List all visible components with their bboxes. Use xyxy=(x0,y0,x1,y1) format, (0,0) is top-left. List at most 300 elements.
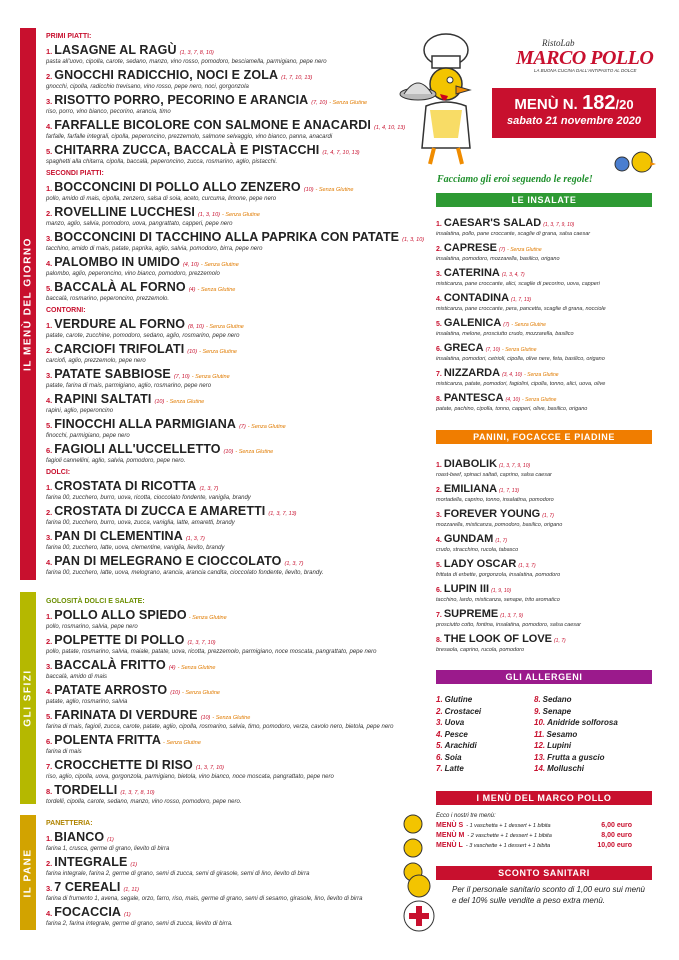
item-number: 5. xyxy=(46,147,53,156)
allergen-name: Anidride solforosa xyxy=(547,718,618,727)
menu-item xyxy=(436,213,652,238)
item-allergens: (7) xyxy=(503,322,510,328)
item-description: spaghetti alla chitarra, cipolla, baccalà, peperoncino, zucca, rosmarino, aglio, pistacchi. xyxy=(46,159,278,165)
item-title: RISOTTO PORRO, PECORINO E ARANCIA xyxy=(54,93,309,107)
allergen-item xyxy=(534,706,618,718)
item-description: misticanza, pane croccante, alici, scaglie di pecorino, uova, capperi xyxy=(436,281,600,287)
item-number: 5. xyxy=(436,321,442,328)
menu-item xyxy=(46,315,396,340)
item-title: CAESAR'S SALAD xyxy=(443,217,542,229)
item-title: PATATE SABBIOSE xyxy=(54,367,171,381)
item-number: 3. xyxy=(46,662,53,671)
item-allergens: (1, 4, 7, 10, 13) xyxy=(322,150,360,156)
item-number: 1. xyxy=(46,47,53,56)
menu-desc: - 3 vaschette + 1 dessert + 1 bibita xyxy=(465,843,551,849)
item-allergens: (7, 10) xyxy=(485,347,501,353)
band-menu-giorno xyxy=(20,28,36,580)
item-description: tacchino, amido di mais, patate, paprika, aglio, salvia, pomodoro, birra, pepe nero xyxy=(46,246,263,252)
allergeni-section xyxy=(436,670,652,775)
item-gluten-free: - Senza Glutine xyxy=(197,287,236,293)
item-description: bresaola, caprino, rucola, pomodoro xyxy=(436,647,525,653)
item-allergens: (1, 3, 7, 13) xyxy=(268,511,297,517)
item-description: patate, aglio, rosmarino, salvia xyxy=(46,699,128,705)
allergen-name: Uova xyxy=(444,718,465,727)
item-description: farina 2, farina integrale, germe di grano, semi di zucca, lievito di birra. xyxy=(46,921,233,927)
item-title: CATERINA xyxy=(443,267,500,279)
item-description: palombo, aglio, peperoncino, vino bianco, pomodoro, prezzemolo xyxy=(46,271,220,277)
allergen-item xyxy=(534,694,618,706)
item-number: 3. xyxy=(46,884,53,893)
menu-item xyxy=(436,288,652,313)
menu-row xyxy=(436,841,652,851)
item-allergens: (1, 3, 7) xyxy=(518,563,536,569)
item-description: farina 00, zucchero, latte, uova, melograno, arancia, arancia candita, cioccolato fondente, lievito, brandy. xyxy=(46,570,324,576)
item-number: 3. xyxy=(436,512,442,519)
item-description: farina di mais xyxy=(46,749,82,755)
item-gluten-free: - Senza Glutine xyxy=(200,262,239,268)
item-title: BACCALÀ FRITTO xyxy=(54,658,166,672)
item-number: 4. xyxy=(46,259,53,268)
menu-item xyxy=(436,604,652,629)
item-allergens: (3, 4, 10) xyxy=(502,372,523,378)
section-title: SECONDI PIATTI: xyxy=(46,170,104,177)
item-description: tordelli, cipolla, carote, sedano, manzo, vino rosso, pomodoro, pepe nero. xyxy=(46,799,242,805)
allergen-number: 14. xyxy=(534,764,546,773)
item-allergens: (7, 10) xyxy=(173,374,190,380)
item-title: GNOCCHI RADICCHIO, NOCI E ZOLA xyxy=(54,68,279,82)
item-allergens: (1) xyxy=(124,912,131,918)
item-allergens: (10) xyxy=(223,449,234,455)
item-number: 4. xyxy=(46,122,53,131)
section-title: PRIMI PIATTI: xyxy=(46,33,92,40)
menu-item xyxy=(46,527,396,552)
item-allergens: (1, 7) xyxy=(495,538,508,544)
menu-number: 182 xyxy=(582,92,616,114)
item-description: rapini, aglio, peperoncino xyxy=(46,408,114,414)
menu-item xyxy=(46,706,396,731)
allergen-name: Glutine xyxy=(444,695,473,704)
item-title: CROSTATA DI RICOTTA xyxy=(54,479,197,493)
item-allergens: (4) xyxy=(168,665,176,671)
menu-item xyxy=(436,504,652,529)
item-allergens: (7) xyxy=(239,424,246,430)
item-title: GALENICA xyxy=(443,317,502,329)
allergen-item xyxy=(436,740,534,752)
item-number: 5. xyxy=(436,562,442,569)
menu-item xyxy=(46,253,396,278)
menu-box-body xyxy=(436,813,652,851)
item-number: 6. xyxy=(46,446,53,455)
item-allergens: (1, 7) xyxy=(542,513,554,519)
item-title: GUNDAM xyxy=(443,533,494,545)
item-title: CROCCHETTE DI RISO xyxy=(54,758,193,772)
item-gluten-free: - Senza Glutine xyxy=(188,615,227,621)
item-description: fagioli cannellini, aglio, salvia, pomodoro, pepe nero. xyxy=(46,458,186,464)
item-gluten-free: - Senza Glutine xyxy=(182,690,220,696)
item-description: prosciutto cotto, fontina, insalatina, pomodoro, salsa caesar xyxy=(436,622,581,628)
item-title: PANTESCA xyxy=(443,392,504,404)
item-title: RAPINI SALTATI xyxy=(54,392,152,406)
allergen-name: Pesce xyxy=(444,729,468,739)
item-allergens: (1, 7, 13) xyxy=(511,297,532,303)
section-title: DOLCI: xyxy=(46,469,71,476)
item-title: POLENTA FRITTA xyxy=(54,733,161,747)
item-allergens: (1, 3, 7, 10) xyxy=(187,640,216,646)
item-gluten-free: - Senza Glutine xyxy=(522,397,557,403)
brand-small: RistoLab xyxy=(542,38,575,48)
item-allergens: (1, 3, 7, 8, 10) xyxy=(179,50,214,56)
allergeni-list-left xyxy=(436,694,534,775)
menu-item xyxy=(46,656,396,681)
item-title: CONTADINA xyxy=(443,292,510,304)
item-allergens: (1, 3, 7) xyxy=(199,486,219,492)
menu-item xyxy=(46,477,396,502)
item-gluten-free: - Senza Glutine xyxy=(205,324,244,330)
menu-item xyxy=(436,579,652,604)
item-allergens: (7, 10) xyxy=(311,100,328,106)
item-number: 4. xyxy=(46,558,53,567)
item-gluten-free: - Senza Glutine xyxy=(507,247,542,253)
menu-row xyxy=(436,831,652,841)
item-allergens: (10) xyxy=(187,349,198,355)
item-title: FAGIOLI ALL'UCCELLETTO xyxy=(54,442,221,456)
item-number: 4. xyxy=(46,909,53,918)
brand-tagline: LA BUONA CUCINA DALL'ANTIPASTO AL DOLCE xyxy=(534,68,637,73)
item-number: 1. xyxy=(436,221,442,228)
item-allergens: (1, 3, 7, 9, 10) xyxy=(499,463,531,469)
allergen-name: Frutta a guscio xyxy=(547,752,605,762)
menu-item xyxy=(46,66,396,91)
menu-size: MENÙ L xyxy=(436,842,463,849)
menu-item xyxy=(46,903,396,928)
allergen-number: 5. xyxy=(436,741,443,750)
menu-size: MENÙ M xyxy=(436,832,465,839)
menu-item xyxy=(46,878,396,903)
item-number: 7. xyxy=(436,612,442,619)
item-allergens: (4) xyxy=(188,287,196,293)
section-title: PANETTERIA: xyxy=(46,820,93,827)
item-number: 2. xyxy=(46,72,53,81)
menu-item xyxy=(436,629,652,654)
item-number: 4. xyxy=(46,396,53,405)
item-number: 1. xyxy=(46,184,53,193)
allergen-item xyxy=(534,717,618,729)
item-number: 5. xyxy=(46,712,53,721)
item-number: 8. xyxy=(436,637,442,644)
menu-item xyxy=(46,91,396,116)
item-description: farina 1, crusca, germe di grano, lievito di birra xyxy=(46,846,170,852)
item-description: gnocchi, cipolla, radicchio trevisano, vino rosso, pepe nero, noci, gorgonzola xyxy=(46,84,249,90)
allergen-item xyxy=(534,729,618,741)
allergen-item xyxy=(436,763,534,775)
menu-desc: - 1 vaschetta + 1 dessert + 1 bibita xyxy=(466,823,551,829)
item-description: insalatina, melone, prosciutto crudo, mozzarella, basilico xyxy=(436,331,574,337)
menu-item xyxy=(46,415,396,440)
item-description: patate, pachino, cipolla, tonno, capperi, olive, basilico, origano xyxy=(436,406,588,412)
item-title: CROSTATA DI ZUCCA E AMARETTI xyxy=(54,504,266,518)
menu-price: 10,00 euro xyxy=(597,842,632,849)
band-pane xyxy=(20,815,36,930)
item-allergens: (10) xyxy=(303,187,314,193)
menu-desc: - 2 vaschette + 1 dessert + 1 bibita xyxy=(467,833,552,839)
item-description: farina integrale, farina 2, germe di grano, semi di zucca, semi di girasole, semi di lino, lievito di birra xyxy=(46,871,310,877)
menu-item xyxy=(436,363,652,388)
item-number: 1. xyxy=(46,483,53,492)
allergen-item xyxy=(534,763,618,775)
item-description: pollo, rosmarino, salvia, pepe nero xyxy=(46,624,138,630)
item-allergens: (10) xyxy=(154,399,165,405)
item-number: 5. xyxy=(46,421,53,430)
item-number: 1. xyxy=(46,834,53,843)
menu-item xyxy=(46,365,396,390)
insalate-section xyxy=(436,193,652,413)
allergen-number: 3. xyxy=(436,718,443,727)
item-description: farina 00, zucchero, burro, uova, ricotta, cioccolato fondente, vaniglia, brandy xyxy=(46,495,251,501)
item-number: 3. xyxy=(46,97,53,106)
allergen-number: 13. xyxy=(534,752,546,762)
item-description: farina 00, zucchero, latte, uova, clementine, vaniglia, lievito, brandy xyxy=(46,545,225,551)
item-number: 3. xyxy=(46,371,53,380)
item-number: 1. xyxy=(46,612,53,621)
item-title: VERDURE AL FORNO xyxy=(54,317,186,331)
item-number: 1. xyxy=(436,462,442,469)
allergen-name: Lupini xyxy=(547,741,572,750)
allergen-item xyxy=(436,729,534,741)
menu-item xyxy=(46,41,396,66)
item-allergens: (1, 3, 7, 10) xyxy=(195,765,225,771)
item-gluten-free: - Senza Glutine xyxy=(329,100,368,106)
item-title: THE LOOK OF LOVE xyxy=(443,633,553,645)
band-sfizi xyxy=(20,592,36,804)
item-number: 2. xyxy=(436,487,442,494)
item-title: PAN DI CLEMENTINA xyxy=(54,529,183,543)
item-allergens: (1, 3, 7, 9) xyxy=(500,613,524,619)
menu-box-intro: Ecco i nostri tre menù: xyxy=(436,813,496,819)
allergen-item xyxy=(436,706,534,718)
section-title: GOLOSITÀ DOLCI E SALATE: xyxy=(46,598,145,605)
item-description: manzo, aglio, salvia, pomodoro, uova, pangrattato, capperi, pepe nero xyxy=(46,221,233,227)
item-title: POLLO ALLO SPIEDO xyxy=(54,608,187,622)
item-description: tacchino, lardo, misticanza, senape, trito aromatico xyxy=(436,597,560,603)
item-allergens: (10) xyxy=(170,690,181,696)
menu-giorno xyxy=(46,29,425,577)
item-title: PAN DI MELEGRANO E CIOCCOLATO xyxy=(54,554,282,568)
item-allergens: (1, 7, 10, 13) xyxy=(281,75,313,81)
allergen-item xyxy=(534,752,618,764)
allergen-name: Crostacei xyxy=(444,706,482,716)
menu-item xyxy=(436,554,652,579)
menu-item xyxy=(436,338,652,363)
menu-item xyxy=(46,631,396,656)
allergen-number: 8. xyxy=(534,695,541,704)
item-title: GRECA xyxy=(443,342,484,354)
item-description: patate, carote, zucchine, pomodoro, sedano, aglio, rosmarino, pepe nero xyxy=(46,333,240,339)
item-title: CARCIOFI TRIFOLATI xyxy=(54,342,185,356)
item-description: insalatina, pomodoro, mozzarella, basilico, origano xyxy=(436,256,560,262)
item-allergens: (1, 7, 13) xyxy=(499,488,520,494)
item-allergens: (4, 10) xyxy=(182,262,199,268)
item-gluten-free: - Senza Glutine xyxy=(524,372,559,378)
menu-item xyxy=(436,529,652,554)
menu-row xyxy=(436,821,652,831)
item-allergens: (1, 3, 10) xyxy=(402,237,425,243)
item-allergens: (1, 3, 10) xyxy=(197,212,220,218)
allergen-number: 1. xyxy=(436,695,443,704)
item-description: crudo, stracchino, rucola, tabasco xyxy=(436,547,519,553)
item-number: 8. xyxy=(46,787,53,796)
item-number: 6. xyxy=(46,737,53,746)
item-gluten-free: - Senza Glutine xyxy=(162,740,201,746)
item-gluten-free: - Senza Glutine xyxy=(177,665,216,671)
item-allergens: (1, 3, 7) xyxy=(284,561,304,567)
item-title: FARINATA DI VERDURE xyxy=(54,708,198,722)
item-gluten-free: - Senza Glutine xyxy=(502,347,537,353)
item-number: 5. xyxy=(46,284,53,293)
item-title: DIABOLIK xyxy=(443,458,498,470)
item-number: 2. xyxy=(46,637,53,646)
allergen-number: 7. xyxy=(436,764,443,773)
item-allergens: (4, 10) xyxy=(505,397,520,403)
item-title: CHITARRA ZUCCA, BACCALÀ E PISTACCHI xyxy=(54,143,320,157)
item-gluten-free: - Senza Glutine xyxy=(235,449,274,455)
item-number: 2. xyxy=(46,346,53,355)
allergen-item xyxy=(436,717,534,729)
menu-label: MENÙ N. xyxy=(514,96,578,113)
menu-item xyxy=(46,731,396,756)
item-number: 6. xyxy=(436,587,442,594)
menu-item xyxy=(46,756,396,781)
item-number: 2. xyxy=(46,508,53,517)
menu-item xyxy=(46,141,396,166)
item-title: TORDELLI xyxy=(54,783,118,797)
item-description: patate, farina di mais, parmigiano, aglio, rosmarino, pepe nero xyxy=(46,383,212,389)
menu-box-header: I MENÙ DEL MARCO POLLO xyxy=(436,791,652,805)
item-title: BACCALÀ AL FORNO xyxy=(54,280,186,294)
chef-mascot-image xyxy=(400,28,492,168)
item-title: FOCACCIA xyxy=(54,905,122,919)
item-description: insalatina, pomodori, cetrioli, cipolla, olive nere, feta, basilico, origano xyxy=(436,356,605,362)
menu-item xyxy=(436,313,652,338)
menu-item xyxy=(46,552,396,577)
item-gluten-free: - Senza Glutine xyxy=(247,424,286,430)
menu-sfizi xyxy=(46,594,396,806)
menu-item xyxy=(46,606,396,631)
item-description: insalatina, pollo, pane croccante, scaglie di grana, salsa caesar xyxy=(436,231,591,237)
item-title: BOCCONCINI DI TACCHINO ALLA PAPRIKA CON PATATE xyxy=(54,230,400,244)
allergen-number: 4. xyxy=(436,729,443,739)
band-label: GLI SFIZI xyxy=(22,669,34,727)
item-gluten-free: - Senza Glutine xyxy=(166,399,205,405)
sconto-text: Per il personale sanitario sconto di 1,00 euro sui menù e del 10% sulle vendite a peso extra menù. xyxy=(452,885,645,905)
item-title: INTEGRALE xyxy=(54,855,128,869)
allergen-name: Sedano xyxy=(542,695,572,704)
item-allergens: (1) xyxy=(107,837,114,843)
menu-item xyxy=(46,178,396,203)
item-title: LASAGNE AL RAGÙ xyxy=(54,43,177,57)
item-number: 2. xyxy=(46,859,53,868)
item-title: NIZZARDA xyxy=(443,367,501,379)
item-number: 3. xyxy=(436,271,442,278)
menu-item xyxy=(46,853,396,878)
allergen-name: Sesamo xyxy=(546,729,578,739)
menu-box-section xyxy=(436,791,652,805)
item-number: 1. xyxy=(46,321,53,330)
menu-item xyxy=(46,116,406,141)
item-number: 2. xyxy=(436,246,442,253)
menu-item xyxy=(46,781,396,806)
item-description: misticanza, pane croccante, pera, pancetta, scaglie di grana, nocciole xyxy=(436,306,606,312)
insalate-header: LE INSALATE xyxy=(436,193,652,207)
item-gluten-free: - Senza Glutine xyxy=(315,187,354,193)
sconto-header: SCONTO SANITARI xyxy=(436,866,652,880)
item-description: mortadella, caprino, tonno, insalatina, pomodoro xyxy=(436,497,554,503)
item-description: mozzarella, misticanza, pomodoro, basilico, origano xyxy=(436,522,563,528)
item-description: pollo, patate, rosmarino, salvia, maiale, patate, uova, ricotta, prezzemolo, parmigiano, noce moscata, pangrattato, pepe nero xyxy=(46,649,377,655)
menu-item xyxy=(46,340,396,365)
item-title: 7 CEREALI xyxy=(54,880,121,894)
item-description: farina di mais, fagioli, zucca, carote, patate, aglio, cipolla, rosmarino, salvia, timo, pomodoro, verza, cavolo nero, bietola, pepe nero xyxy=(46,724,394,730)
item-allergens: (7) xyxy=(499,247,506,253)
menu-item xyxy=(436,238,652,263)
item-description: baccalà, rosmarino, peperoncino, prezzemolo. xyxy=(46,296,170,302)
menu-price: 8,00 euro xyxy=(601,832,632,839)
band-label: IL PANE xyxy=(22,847,34,898)
slogan: Facciamo gli eroi seguendo le regole! xyxy=(437,174,593,185)
item-title: PATATE ARROSTO xyxy=(54,683,168,697)
item-description: misticanza, patate, pomodori, fagiolini, cipolla, tonno, alici, uova, olive xyxy=(436,381,606,387)
menu-item xyxy=(46,440,396,465)
item-allergens: (1, 3, 7) xyxy=(185,536,205,542)
item-number: 4. xyxy=(46,687,53,696)
section-title: CONTORNI: xyxy=(46,307,86,314)
allergen-name: Molluschi xyxy=(547,764,585,773)
allergen-name: Latte xyxy=(444,764,464,773)
menu-date: sabato 21 novembre 2020 xyxy=(507,115,641,127)
item-number: 3. xyxy=(46,533,53,542)
item-title: CAPRESE xyxy=(443,242,498,254)
item-description: finocchi, parmigiano, pepe nero xyxy=(46,433,130,439)
item-title: LUPIN III xyxy=(443,583,490,595)
menu-title-box xyxy=(492,88,656,138)
allergen-item xyxy=(436,752,534,764)
item-title: FOREVER YOUNG xyxy=(443,508,541,520)
item-description: pasta all'uovo, cipolla, carote, sedano, manzo, vino rosso, pomodoro, besciamella, parmigiano, pepe nero xyxy=(46,59,327,65)
menu-price: 6,00 euro xyxy=(601,822,632,829)
brand-name: MARCO POLLO xyxy=(516,47,654,69)
item-description: farfalle, farfalle integrali, cipolla, peperoncino, prezzemolo, salmone selvaggio, vino bianco, panna, anacardi xyxy=(46,134,333,140)
menu-item xyxy=(436,388,652,413)
item-title: FARFALLE BICOLORE CON SALMONE E ANACARDI xyxy=(54,118,371,132)
allergen-number: 11. xyxy=(534,729,545,739)
menu-item xyxy=(46,681,396,706)
band-label: IL MENÙ DEL GIORNO xyxy=(22,237,34,371)
allergen-item xyxy=(534,740,618,752)
item-description: pollo, amido di mais, cipolla, zenzero, salsa di soia, aceto, curcuma, limone, pepe nero xyxy=(46,196,277,202)
item-number: 6. xyxy=(436,346,442,353)
item-gluten-free: - Senza Glutine xyxy=(511,322,546,328)
allergeni-list-right xyxy=(534,694,618,775)
menu-suffix: /20 xyxy=(615,97,634,112)
menu-item xyxy=(46,203,396,228)
item-title: LADY OSCAR xyxy=(443,558,517,570)
allergen-number: 12. xyxy=(534,741,546,750)
item-title: ROVELLINE LUCCHESI xyxy=(54,205,195,219)
item-number: 8. xyxy=(436,396,442,403)
allergen-number: 9. xyxy=(534,706,541,716)
item-number: 3. xyxy=(46,234,53,243)
item-allergens: (8, 10) xyxy=(188,324,204,330)
allergen-name: Senape xyxy=(542,706,572,716)
